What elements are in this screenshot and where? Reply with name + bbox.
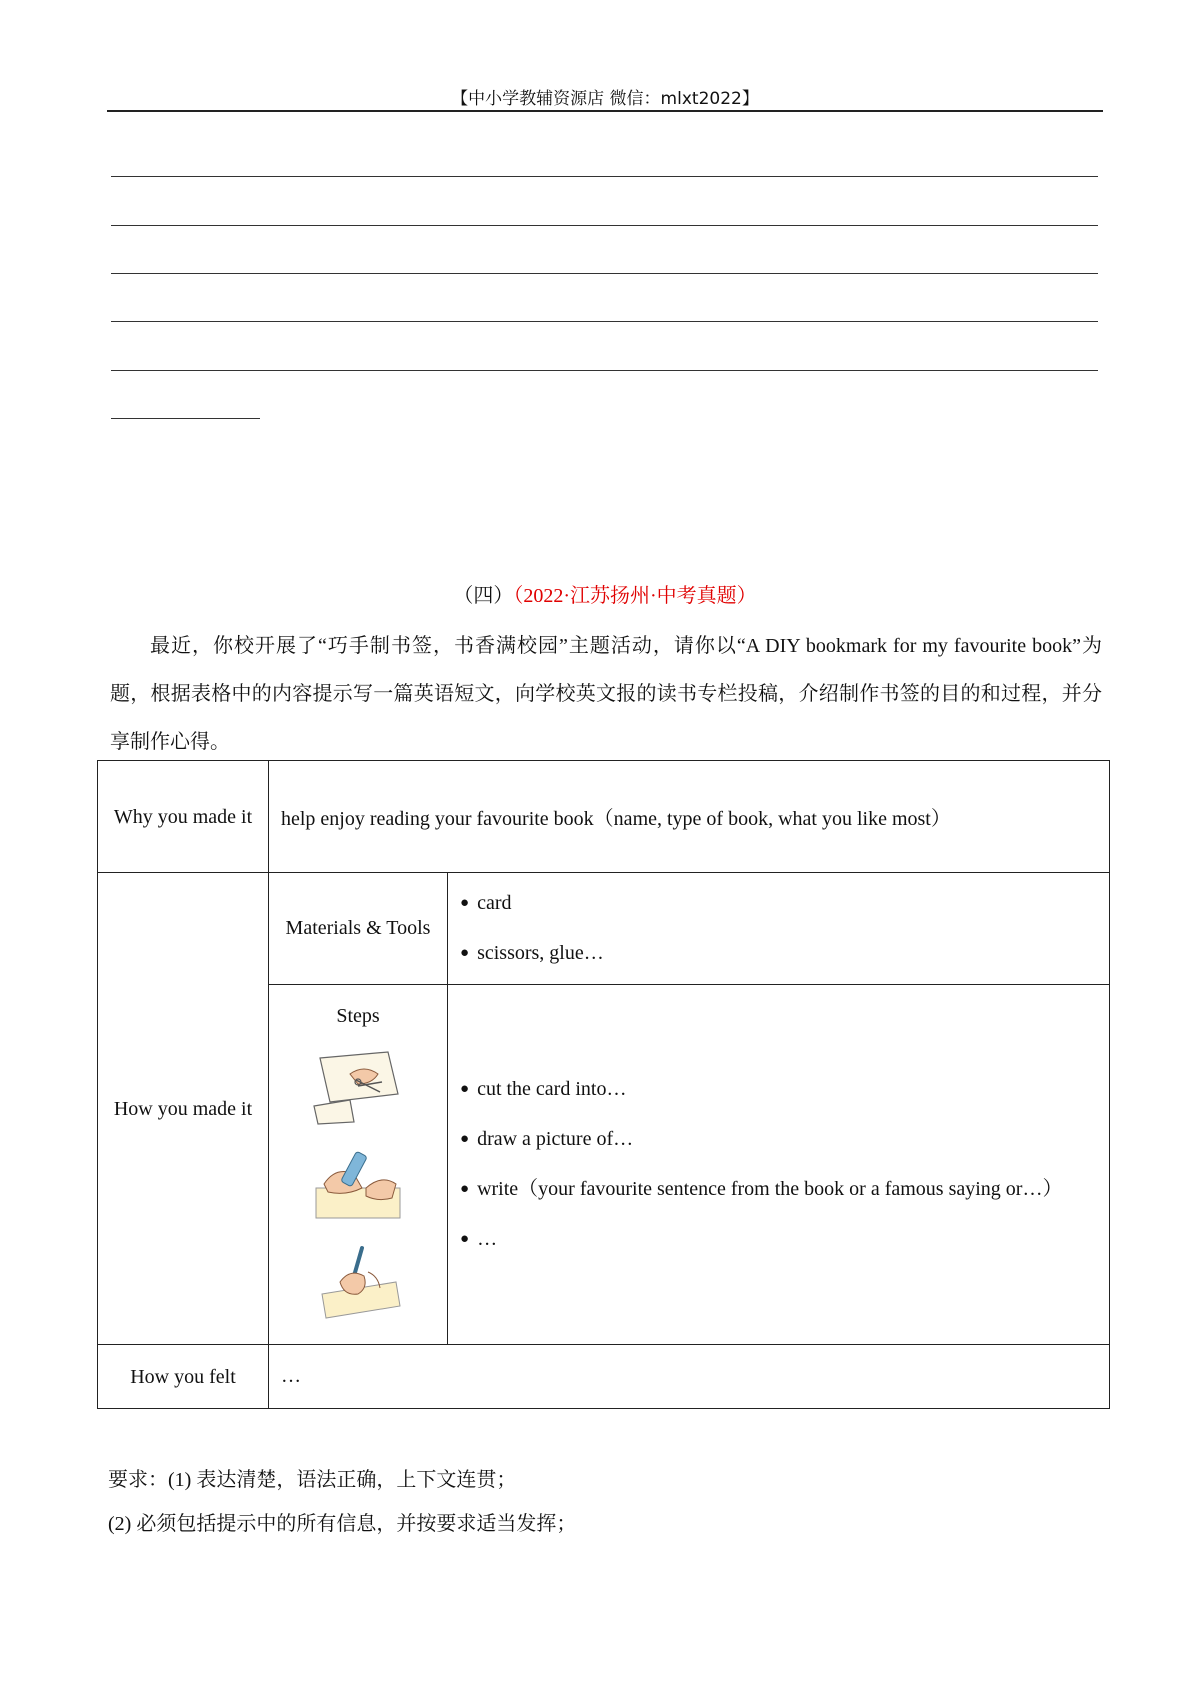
materials-row [98,873,1110,985]
list-item: ● scissors, glue… [460,929,1109,979]
materials-list [448,879,1109,979]
drawing-illustration [310,1242,406,1322]
materials-label: Materials & Tools [269,873,448,985]
steps-content-cell [448,985,1110,1345]
why-row [98,761,1110,873]
cutting-paper-illustration [310,1046,406,1126]
list-item: ● card [460,879,1109,929]
answer-line[interactable] [111,418,260,419]
felt-content: … [269,1345,1110,1409]
answer-line[interactable] [111,225,1098,226]
how-label: How you made it [98,873,269,1345]
felt-label: How you felt [98,1345,269,1409]
steps-list [448,1065,1109,1265]
steps-label: Steps [336,1005,380,1027]
requirement-line: 要求：(1) 表达清楚，语法正确，上下文连贯； [108,1469,517,1491]
list-item: ● cut the card into… [460,1065,1109,1115]
section-source: （2022·江苏扬州·中考真题） [513,585,757,607]
requirement-line: (2) 必须包括提示中的所有信息，并按要求适当发挥； [108,1513,577,1535]
section-number: （四） [453,585,514,607]
materials-cell [448,873,1110,985]
intro-paragraph: 最近，你校开展了“巧手制书签，书香满校园”主题活动，请你以“A DIY bookmark for my favourite book”为题，根据表格中的内容提示写一篇英语短文，向学校英文报的读书专栏投稿，介绍制作书签的目的和过程，并分享制作心得。 [110,635,1102,753]
list-item: ● write（your favourite sentence from the book or a famous saying or…） [460,1165,1109,1215]
section-title [107,579,1103,608]
why-content: help enjoy reading your favourite book（name, type of book, what you like most） [269,761,1110,873]
requirements [108,1458,1098,1546]
why-label: Why you made it [98,761,269,873]
answer-line[interactable] [111,321,1098,322]
list-item: ● … [460,1215,1109,1265]
answer-line[interactable] [111,370,1098,371]
felt-row [98,1345,1110,1409]
task-instructions [110,622,1102,766]
answer-line[interactable] [111,176,1098,177]
task-table [97,760,1110,1409]
steps-cell [269,985,448,1345]
header-rule [107,110,1103,112]
page-header: 【中小学教辅资源店 微信：mlxt2022】 [451,89,759,109]
answer-line[interactable] [111,273,1098,274]
gluing-illustration [310,1144,406,1224]
list-item: ● draw a picture of… [460,1115,1109,1165]
